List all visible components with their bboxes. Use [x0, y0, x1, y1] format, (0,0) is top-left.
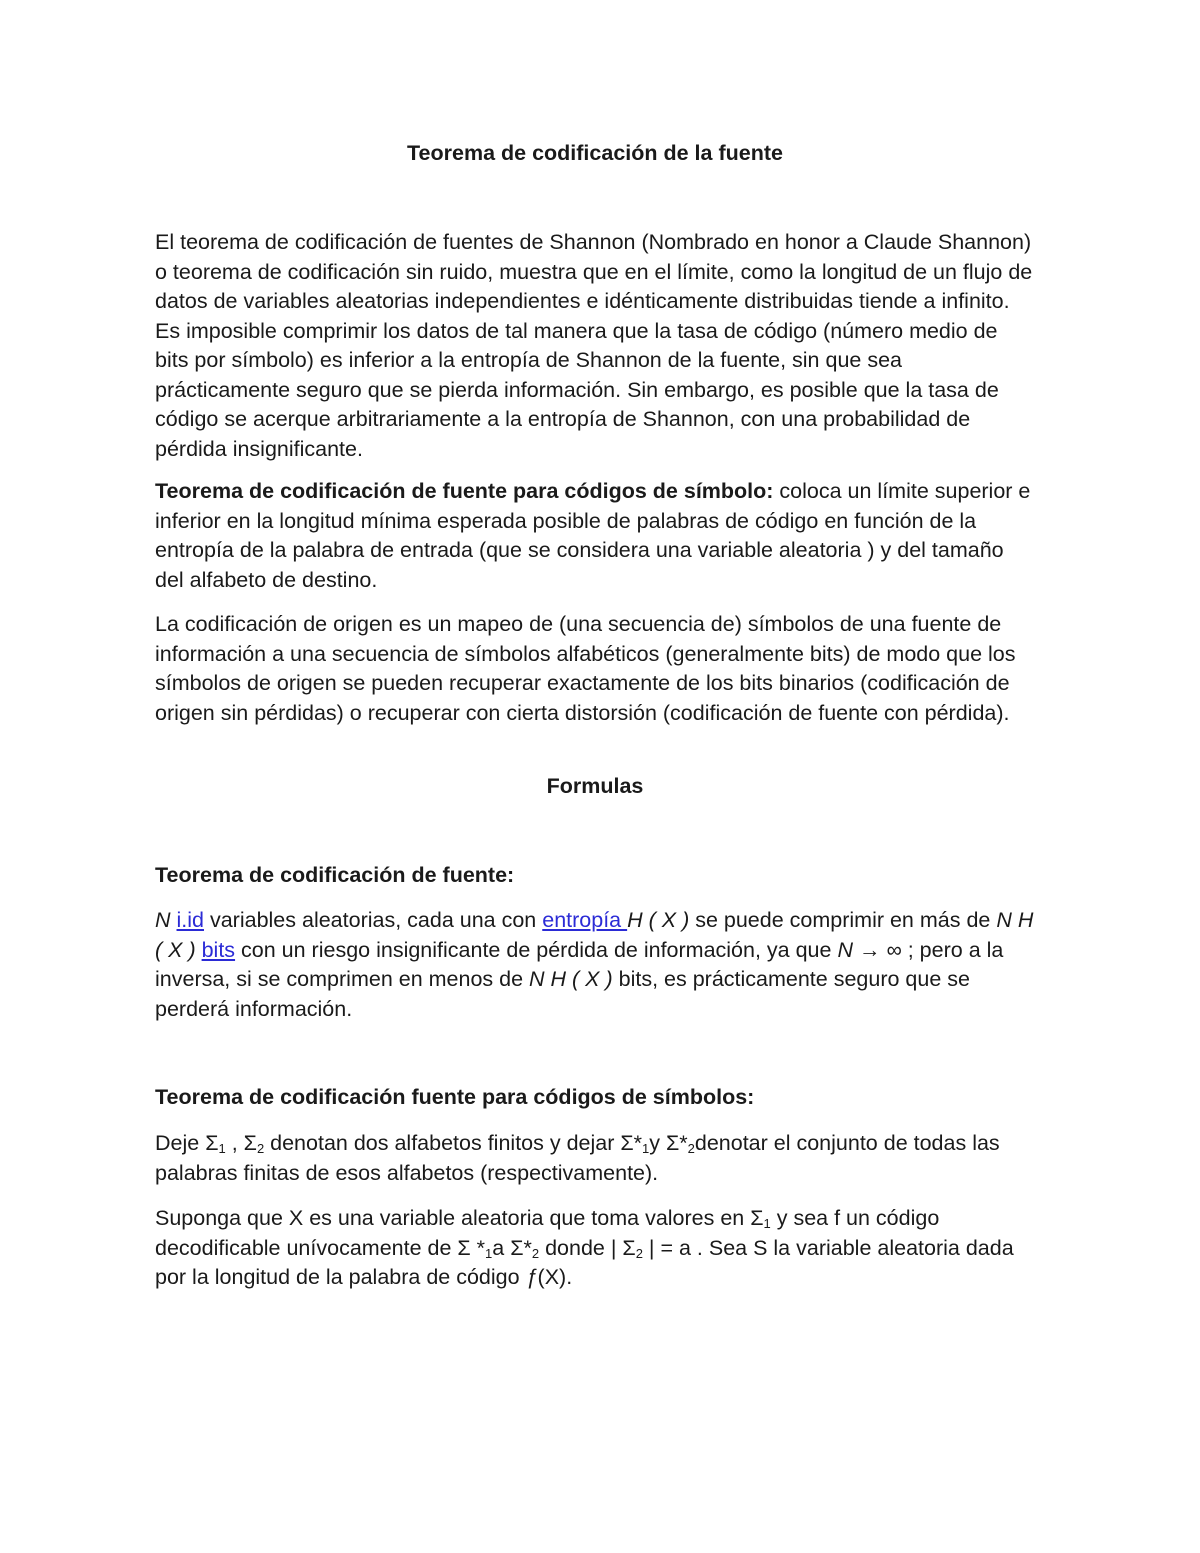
document-title: Teorema de codificación de la fuente [407, 141, 783, 165]
n-variable: N [155, 908, 171, 932]
subscript: 1 [485, 1245, 493, 1261]
nhx-expression: N H ( X ) [155, 908, 1034, 962]
bits-link[interactable]: bits [201, 937, 236, 962]
subscript: 2 [687, 1141, 695, 1156]
limit-expression: N → ∞ [837, 937, 902, 962]
subscript: 2 [531, 1245, 540, 1261]
text-segment: Suponga que X es una variable aleatoria que toma valores en Σ [155, 1206, 764, 1230]
iid-link[interactable]: i.id [176, 908, 204, 932]
symbol-codes-lead: Teorema de codificación de fuente para códigos de símbolo: [155, 479, 774, 503]
subscript: 1 [218, 1141, 226, 1156]
symbol-theorem-heading: Teorema de codificación fuente para códigos de símbolos: [155, 1085, 755, 1109]
text-segment: variables aleatorias, cada una con [204, 908, 543, 932]
formulas-heading: Formulas [546, 774, 644, 798]
text-segment: ; pero a la inversa, si se comprimen en menos de [155, 937, 1004, 991]
f-symbol: ƒ [525, 1265, 538, 1289]
subscript: 2 [635, 1245, 643, 1261]
source-theorem-heading: Teorema de codificación de fuente: [155, 863, 515, 887]
text-segment: se puede comprimir en más de [689, 908, 997, 932]
mapping-paragraph: La codificación de origen es un mapeo de (una secuencia de) símbolos de una fuente de información a una secuencia de símbolos alfabéticos (generalmente bits) de modo que los símbolos de origen se pueden recuperar exactamente de los bits binarios (codificación de origen sin pérdidas) o recuperar con cierta distorsión (codificación de fuente con pérdida). [155, 612, 1016, 725]
nhx-expression-2: N H ( X ) [529, 967, 613, 991]
text-segment: | = a . Sea S la variable aleatoria dada por la longitud de la palabra de código [155, 1235, 1014, 1289]
text-segment: , Σ [225, 1131, 257, 1155]
text-segment: y sea f un código decodificable unívocamente de Σ * [155, 1206, 940, 1260]
text-segment: a Σ* [492, 1235, 532, 1260]
entropy-link[interactable]: entropía [542, 908, 628, 932]
text-segment: bits, es prácticamente seguro que se perderá información. [155, 967, 970, 1021]
text-segment: (X). [537, 1265, 573, 1289]
alphabets-paragraph [155, 1129, 1035, 1188]
text-segment: con un riesgo insignificante de pérdida de información, ya que [235, 937, 838, 962]
intro-paragraph: El teorema de codificación de fuentes de Shannon (Nombrado en honor a Claude Shannon) o teorema de codificación sin ruido, muestra que en el límite, como la longitud de un flujo de datos de variables aleatorias independientes e idénticamente distribuidas tiende a infinito. Es imposible comprimir los datos de tal manera que la tasa de código (número medio de bits por símbolo) es inferior a la entropía de Shannon de la fuente, sin que sea prácticamente seguro que se pierda información. Sin embargo, es posible que la tasa de código se acerque arbitrariamente a la entropía de Shannon, con una probabilidad de pérdida insignificante. [155, 230, 1033, 461]
text-segment: donde | Σ [539, 1235, 636, 1260]
source-theorem-paragraph [155, 906, 1035, 1024]
text-segment: denotan dos alfabetos finitos y dejar Σ* [264, 1131, 643, 1155]
symbol-codes-text: coloca un límite superior e inferior en la longitud mínima esperada posible de palabras de código en función de la entropía de la palabra de entrada (que se considera una variable aleatoria ) y del tamaño del alfabeto de destino. [155, 479, 1031, 592]
text-segment: denotar el conjunto de todas las palabras finitas de esos alfabetos (respectivamente). [155, 1131, 1000, 1185]
random-variable-paragraph [155, 1204, 1035, 1293]
subscript: 1 [642, 1141, 650, 1156]
text-segment: y Σ* [649, 1131, 688, 1155]
text-segment: Deje Σ [155, 1131, 219, 1155]
subscript: 1 [763, 1216, 771, 1231]
symbol-codes-paragraph [155, 477, 1035, 595]
hx-expression: H ( X ) [627, 908, 690, 932]
subscript: 2 [256, 1141, 265, 1156]
